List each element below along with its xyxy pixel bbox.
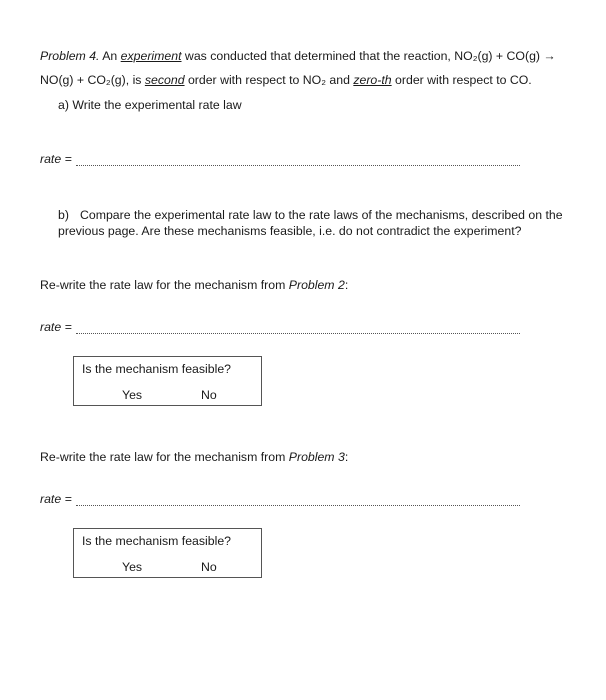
zeroth-word: zero-th bbox=[353, 73, 392, 87]
yes-option[interactable]: Yes bbox=[122, 560, 143, 574]
rate-label: rate = bbox=[40, 320, 72, 334]
rewrite-problem-3: Re-write the rate law for the mechanism from Problem 3: bbox=[40, 450, 349, 464]
feasible-question: Is the mechanism feasible? bbox=[82, 534, 232, 548]
problem-3-ref: Problem 3 bbox=[288, 450, 345, 464]
rate-answer-line-3[interactable] bbox=[40, 490, 520, 506]
dotted-answer-line bbox=[76, 495, 520, 506]
rate-label: rate = bbox=[40, 492, 72, 506]
problem-2-ref: Problem 2 bbox=[288, 278, 345, 292]
no-option[interactable]: No bbox=[201, 560, 217, 574]
question-b: b) Compare the experimental rate law to the rate laws of the mechanisms, described on the previous page. Are these mechanisms feasible, i.e. do not contradict the experiment? bbox=[58, 208, 563, 238]
rate-answer-line-2[interactable] bbox=[40, 318, 520, 334]
feasible-box-2 bbox=[73, 356, 262, 406]
question-b-text: Compare the experimental rate law to the rate laws of the mechanisms, described on the previous page. Are these mechanisms feasible, i.e. do not contradict the experiment? bbox=[58, 208, 563, 238]
problem-4-statement: Problem 4. An experiment was conducted that determined that the reaction, NO₂(g) + CO(g) → NO(g) + CO₂(g), is second order with respect to NO₂ and zero-th order with respect to CO. bbox=[40, 49, 556, 87]
problem-label: Problem 4. bbox=[40, 49, 100, 63]
dotted-answer-line bbox=[76, 155, 520, 166]
feasible-question: Is the mechanism feasible? bbox=[82, 362, 232, 376]
feasible-box-3 bbox=[73, 528, 262, 578]
rate-answer-line-a[interactable] bbox=[40, 150, 520, 166]
yes-option[interactable]: Yes bbox=[122, 388, 143, 402]
question-a: a) Write the experimental rate law bbox=[58, 98, 242, 112]
rewrite-problem-2: Re-write the rate law for the mechanism from Problem 2: bbox=[40, 278, 349, 292]
rate-label: rate = bbox=[40, 152, 72, 166]
experiment-word: experiment bbox=[120, 49, 182, 63]
no-option[interactable]: No bbox=[201, 388, 217, 402]
dotted-answer-line bbox=[76, 323, 520, 334]
second-word: second bbox=[144, 73, 185, 87]
